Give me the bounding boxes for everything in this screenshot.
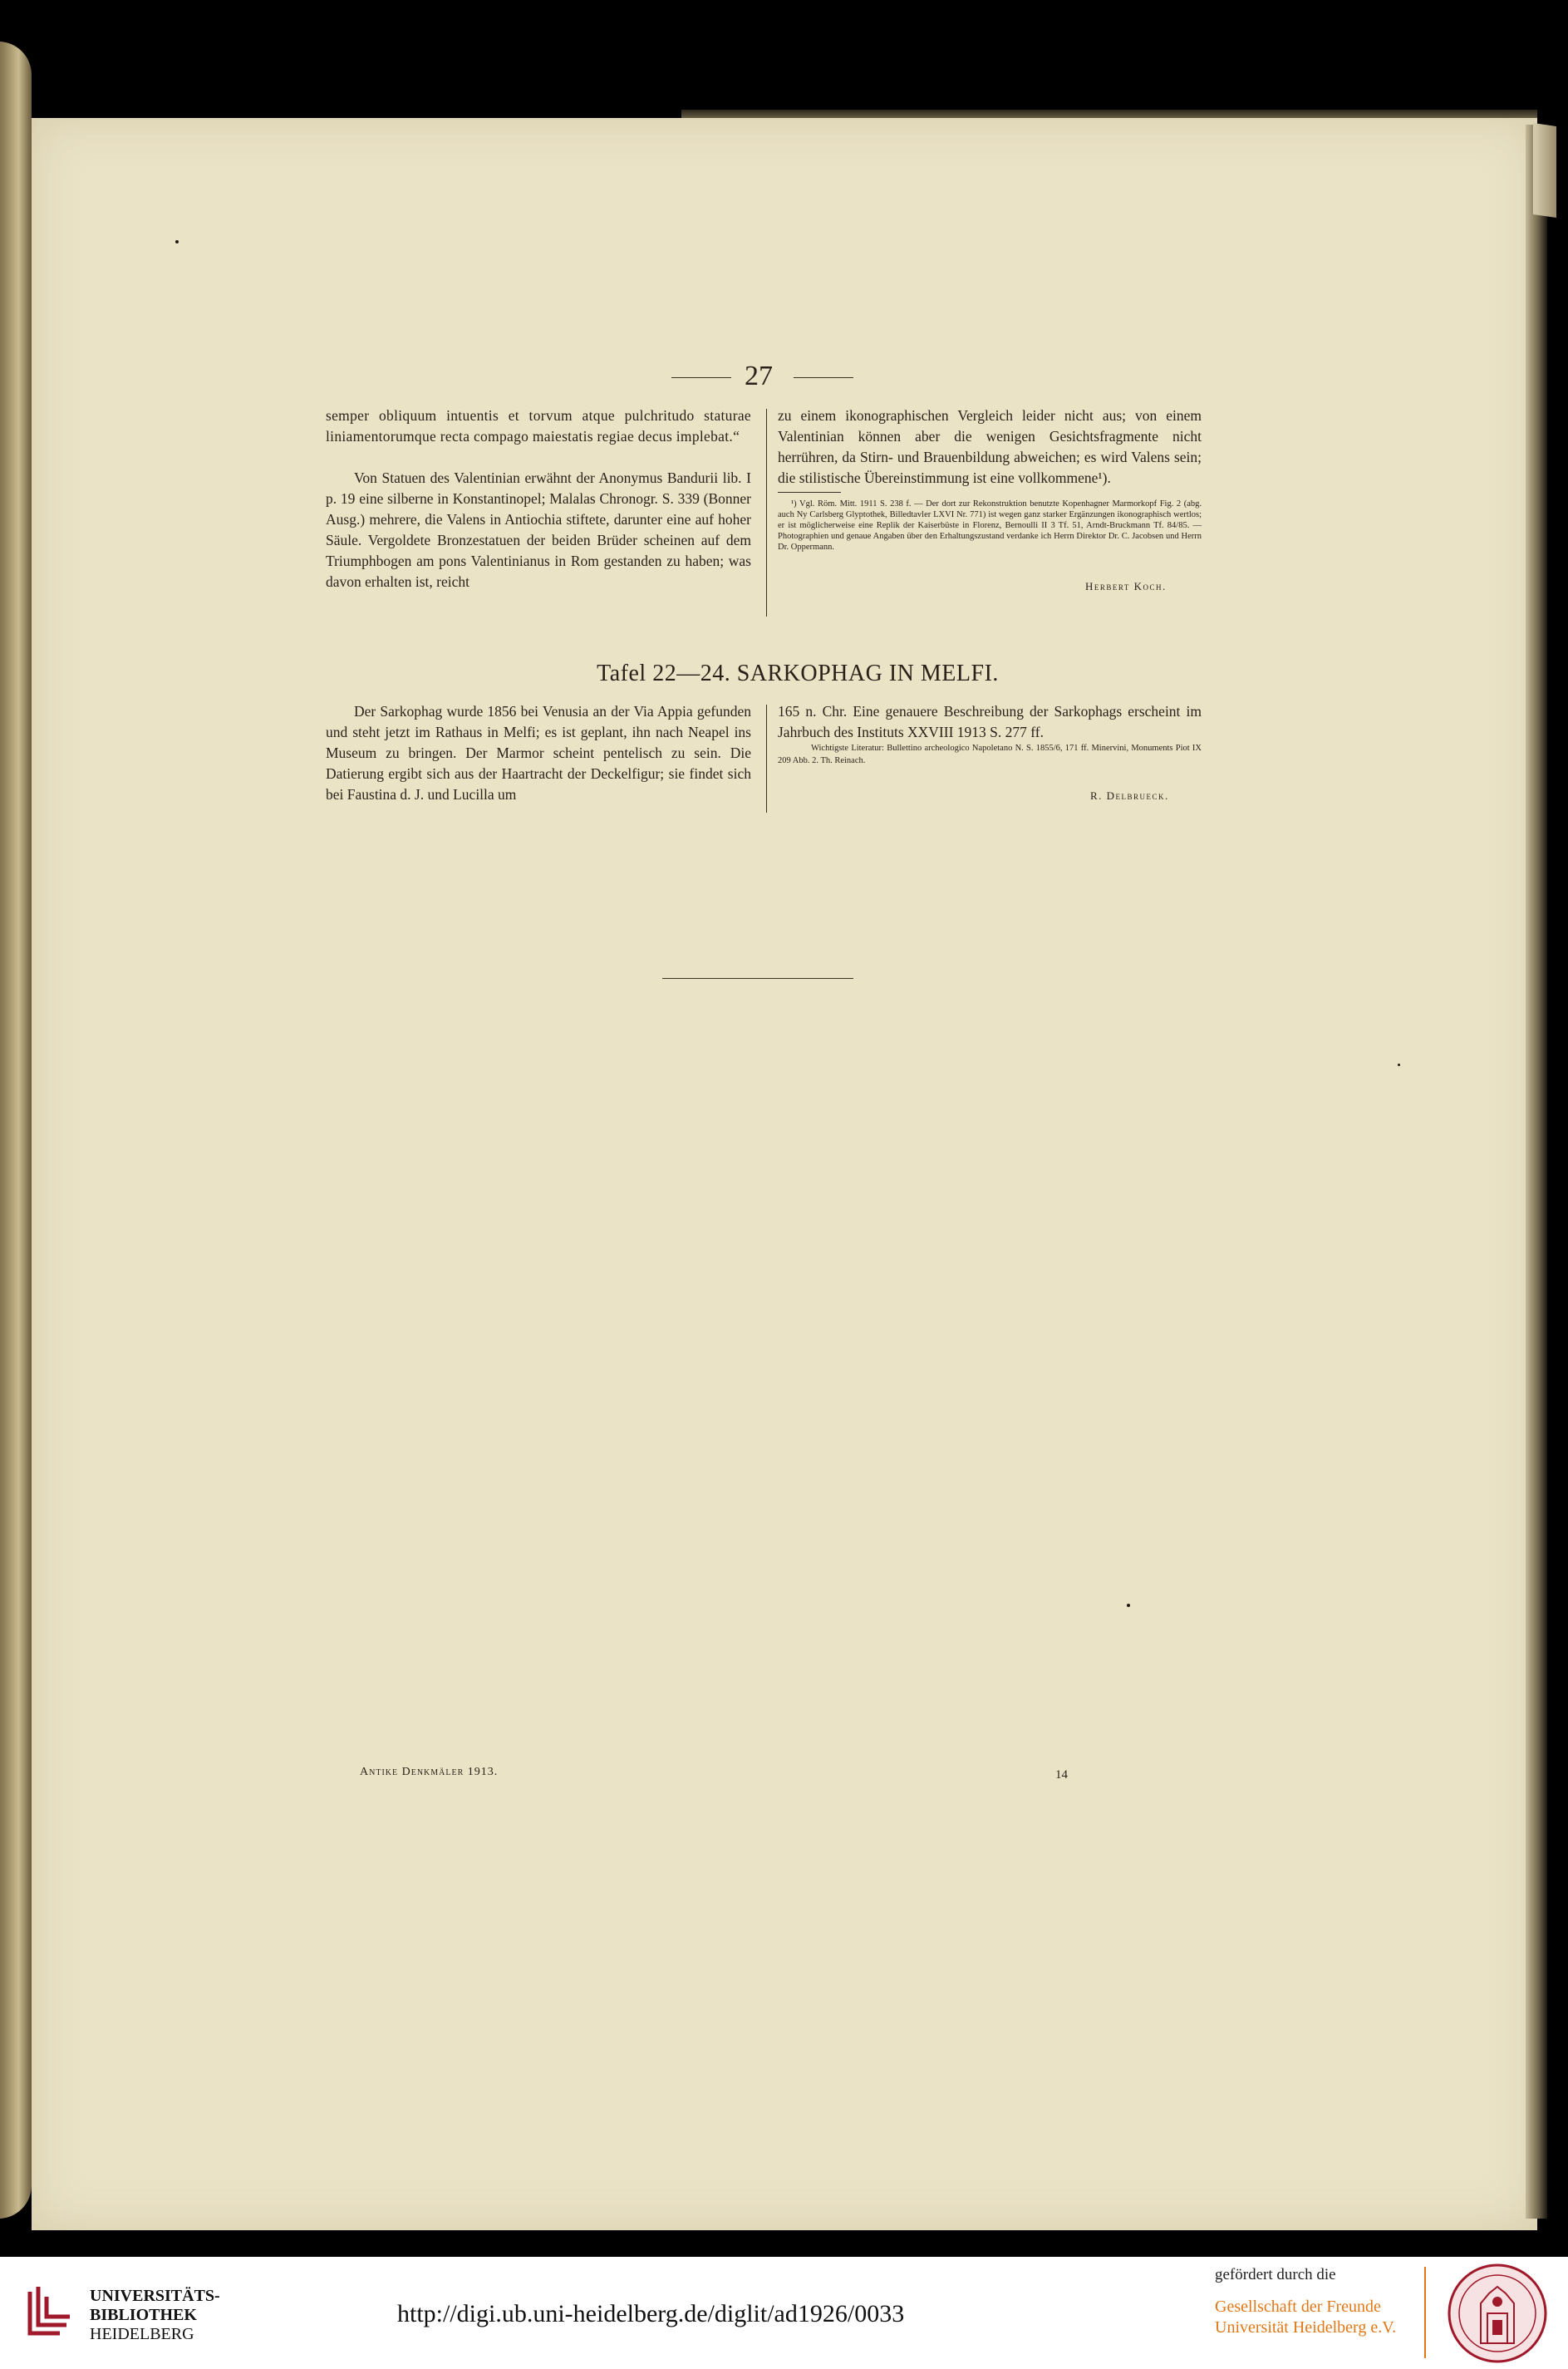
library-name-line-3: HEIDELBERG	[90, 2325, 194, 2343]
column-right-paragraph-1: zu einem ikonographischen Vergleich leider nicht aus; von einem Valentinian können aber die wenigen Gesichtsfragmente nicht herrühren, da Stirn- und Brauenbildung abweichen; es wird Valens sein; die stilistische Übereinstimmung ist eine vollkommene¹).	[778, 407, 1202, 486]
society-name-line-2: Universität Heidelberg e.V.	[1215, 2318, 1397, 2337]
page-number: 27	[745, 361, 773, 391]
society-name	[1215, 2297, 1396, 2338]
page-number-rule-left	[671, 377, 731, 378]
author-signature-delbrueck: R. Delbrueck.	[1090, 789, 1169, 802]
section-heading: Tafel 22—24. SARKOPHAG IN MELFI.	[597, 661, 999, 686]
section-column-left: Der Sarkophag wurde 1856 bei Venusia an der Via Appia gefunden und steht jetzt im Rathaus in Melfi; es ist geplant, ihn nach Neapel ins Museum zu bringen. Der Marmor scheint pentelisch zu sein. Die Datierung ergibt sich aus der Haartracht der Deckelfigur; sie findet sich bei Faustina d. J. und Lucilla um	[326, 703, 751, 803]
footer-series-title: Antike Denkmäler 1913.	[360, 1766, 499, 1778]
section-column-right: 165 n. Chr. Eine genauere Beschreibung der Sarkophags erscheint im Jahrbuch des Instituts XXVIII 1913 S. 277 ff.	[778, 703, 1202, 740]
funded-by-label: gefördert durch die	[1215, 2266, 1336, 2283]
column-left-paragraph-2: Von Statuen des Valentinian erwähnt der Anonymus Bandurii lib. I p. 19 eine silberne in Konstantinopel; Malalas Chronogr. S. 339 (Bonner Ausg.) mehrere, die Valens in Antiochia stiftete, darunter eine auf hoher Säule. Vergoldete Bronzestatuen der beiden Brüder scheinen auf dem Triumphbogen am pons Valentinianus in Rom gestanden zu haben; was davon erhalten ist, reicht	[326, 469, 751, 590]
footnote-rule	[778, 492, 841, 493]
page-stack-edge	[1526, 125, 1547, 2219]
footnote-text: ¹) Vgl. Röm. Mitt. 1911 S. 238 f. — Der dort zur Rekonstruktion benutzte Kopenhagner Marmorkopf Fig. 2 (abg. auch Ny Carlsberg Glyptothek, Billedtavler LXVI Nr. 771) ist wegen ganz starker Ergänzungen ikonographisch wertlos; er ist möglicherweise eine Replik der Kaiserbüste in Florenz, Bernoulli II 3 Tf. 51, Arndt-Bruckmann Tf. 84/85. — Photographien und genaue Angaben über den Erhaltungszustand verdanke ich Herrn Direktor Dr. C. Jacobsen und Herrn Dr. Oppermann.	[778, 499, 1202, 552]
university-library-logo-icon	[18, 2283, 76, 2342]
facing-page-edge	[0, 42, 32, 2219]
closing-rule	[662, 978, 853, 979]
library-name	[90, 2287, 220, 2344]
university-seal-icon	[1446, 2262, 1549, 2365]
library-name-line-2: BIBLIOTHEK	[90, 2306, 197, 2324]
paper-speck	[1127, 1604, 1130, 1607]
library-name-line-1: UNIVERSITÄTS-	[90, 2287, 220, 2305]
banner-divider	[1424, 2267, 1426, 2358]
column-left-paragraph-1: semper obliquum intuentis et torvum atque pulchritudo staturae liniamentorumque recta compago maiestatis regiae decus implebat.“	[326, 407, 751, 445]
paper-speck	[1398, 1064, 1400, 1066]
column-divider-upper	[766, 409, 767, 617]
author-signature-koch: Herbert Koch.	[1085, 580, 1167, 592]
footer-sheet-number: 14	[1055, 1768, 1068, 1782]
section-literature: Wichtigste Literatur: Bullettino archeologico Napoletano N. S. 1855/6, 171 ff. Minervini, Monuments Piot IX 209 Abb. 2. Th. Reinach.	[778, 744, 1202, 765]
permalink-url[interactable]: http://digi.ub.uni-heidelberg.de/diglit/ad1926/0033	[397, 2300, 905, 2327]
page-curl	[1533, 123, 1556, 218]
page-number-rule-right	[794, 377, 853, 378]
society-name-line-1: Gesellschaft der Freunde	[1215, 2298, 1381, 2316]
paper-speck	[175, 240, 179, 243]
column-divider-lower	[766, 705, 767, 813]
